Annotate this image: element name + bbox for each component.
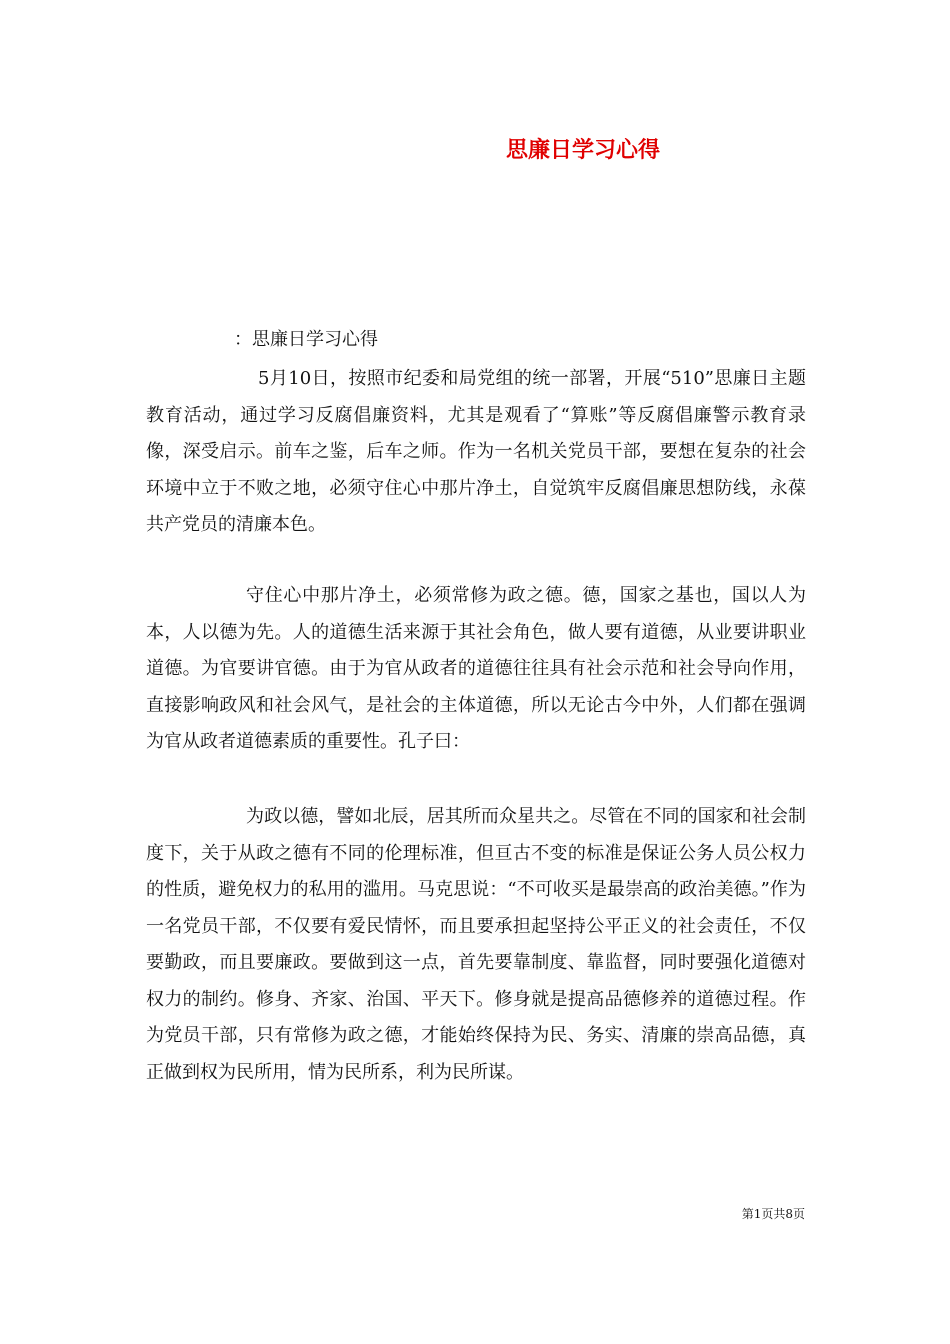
paragraph-2: 守住心中那片净土，必须常修为政之德。德，国家之基也，国以人为本，人以德为先。人的道德生活来源于其社会角色，做人要有道德，从业要讲职业道德。为官要讲官德。由于为官从政者的道德往往具有社会示范和社会导向作用，直接影响政风和社会风气，是社会的主体道德，所以无论古今中外，人们都在强调为官从政者道德素质的重要性。孔子曰： <box>146 585 806 752</box>
page-number-footer: 第1页共8页 <box>741 1207 805 1221</box>
document-subtitle: ：思廉日学习心得 <box>234 329 378 350</box>
paragraph-1: 5月10日，按照市纪委和局党组的统一部署，开展“510”思廉日主题教育活动，通过学习反腐倡廉资料，尤其是观看了“算账”等反腐倡廉警示教育录像，深受启示。前车之鉴，后车之师。作为一名机关党员干部，要想在复杂的社会环境中立于不败之地，必须守住心中那片净土，自觉筑牢反腐倡廉思想防线，永葆共产党员的清廉本色。 <box>146 368 806 535</box>
paragraph-3: 为政以德，譬如北辰，居其所而众星共之。尽管在不同的国家和社会制度下，关于从政之德有不同的伦理标准，但亘古不变的标准是保证公务人员公权力的性质，避免权力的私用的滥用。马克思说：“不可收买是最崇高的政治美德。”作为一名党员干部，不仅要有爱民情怀，而且要承担起坚持公平正义的社会责任，不仅要勤政，而且要廉政。要做到这一点，首先要靠制度、靠监督，同时要强化道德对权力的制约。修身、齐家、治国、平天下。修身就是提高品德修养的道德过程。作为党员干部，只有常修为政之德，才能始终保持为民、务实、清廉的崇高品德，真正做到权为民所用，情为民所系，利为民所谋。 <box>146 806 806 1083</box>
document-title: 思廉日学习心得 <box>506 138 661 163</box>
